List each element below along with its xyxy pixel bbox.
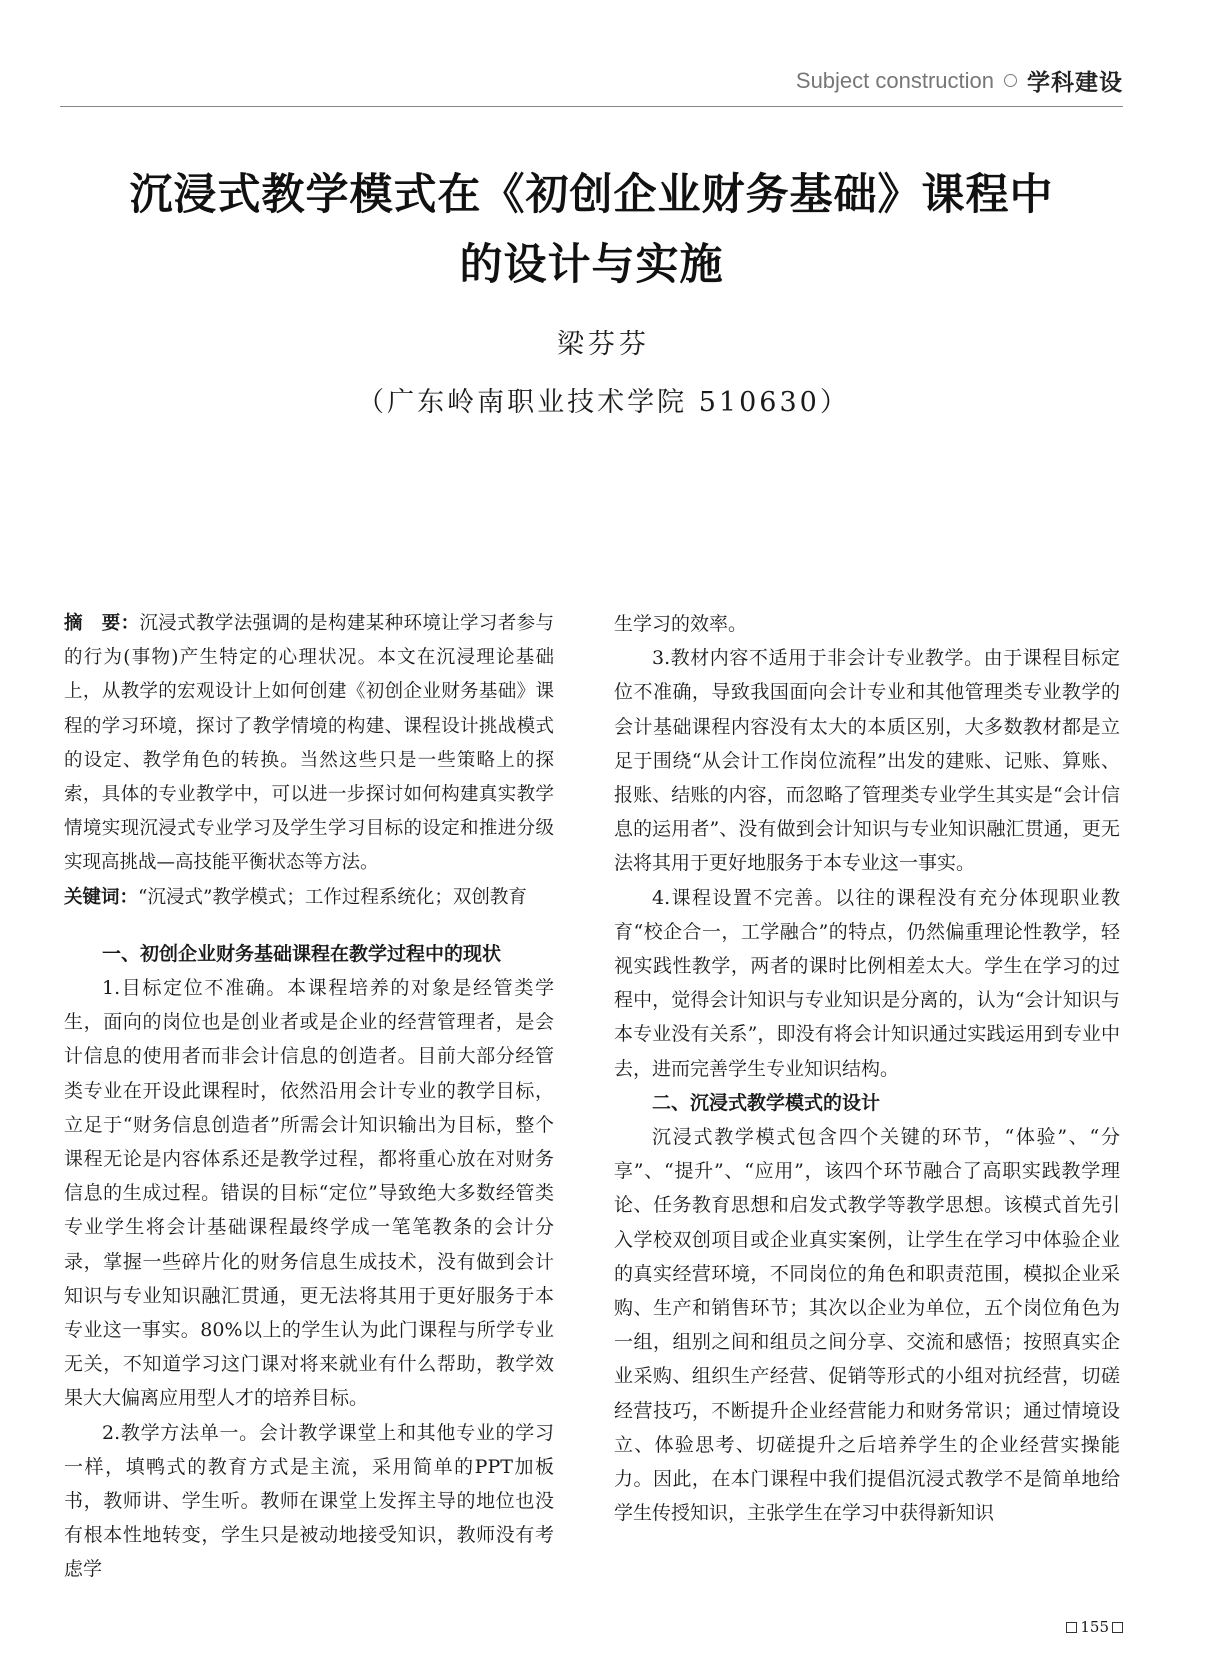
- page-number-text: 155: [1080, 1618, 1109, 1636]
- square-icon: [1066, 1622, 1077, 1633]
- body-paragraph-2: 2.教学方法单一。会计教学课堂上和其他专业的学习一样，填鸭式的教育方式是主流，采用简单的PPT加板书，教师讲、学生听。教师在课堂上发挥主导的地位也没有根本性地转变，学生只是被动地接受知识，教师没有考虑学: [64, 1421, 554, 1581]
- article-title: [60, 160, 1123, 300]
- keywords-text: “沉浸式”教学模式；工作过程系统化；双创教育: [138, 886, 527, 908]
- author-affiliation: （广东岭南职业技术学院 510630）: [357, 387, 850, 418]
- section-name-english: Subject construction: [795, 67, 994, 93]
- body-paragraph-3: 3.教材内容不适用于非会计专业教学。由于课程目标定位不准确，导致我国面向会计专业和其他管理类专业教学的会计基础课程内容没有太大的本质区别，大多数教材都是立足于围绕“从会计工作岗位流程”出发的建账、记账、算账、报账、结账的内容，而忽略了管理类专业学生其实是“会计信息的运用者”、没有做到会计知识与专业知识融汇贯通，更无法将其用于更好地服务于本专业这一事实。: [614, 647, 1120, 875]
- body-paragraph-2-continued: 生学习的效率。: [614, 613, 748, 635]
- section-label: [796, 64, 1123, 97]
- section-heading-2: 二、沉浸式教学模式的设计: [652, 1091, 881, 1114]
- circle-separator-icon: [1004, 74, 1017, 87]
- body-paragraph-5: 沉浸式教学模式包含四个关键的环节，“体验”、“分享”、“提升”、“应用”，该四个环节融合了高职实践教学理论、任务教育思想和启发式教学等教学思想。该模式首先引入学校双创项目或企业真实案例，让学生在学习中体验企业的真实经营环境，不同岗位的角色和职责范围，模拟企业采购、生产和销售环节；其次以企业为单位，五个岗位角色为一组，组别之间和组员之间分享、交流和感悟；按照真实企业采购、组织生产经营、促销等形式的小组对抗经营，切磋经营技巧，不断提升企业经营能力和财务常识；通过情境设立、体验思考、切磋提升之后培养学生的企业经营实操能力。因此，在本门课程中我们提倡沉浸式教学不是简单地给学生传授知识，主张学生在学习中获得新知识: [614, 1126, 1120, 1525]
- author-name: 梁芬芬: [557, 329, 650, 360]
- title-line-1: 沉浸式教学模式在《初创企业财务基础》课程中: [129, 170, 1054, 220]
- abstract-text: 沉浸式教学法强调的是构建某种环境让学习者参与的行为(事物)产生特定的心理状况。本文在沉浸理论基础上，从教学的宏观设计上如何创建《初创企业财务基础》课程的学习环境，探讨了教学情境的构建、课程设计挑战模式的设定、教学角色的转换。当然这些只是一些策略上的探索，具体的专业教学中，可以进一步探讨如何构建真实教学情境实现沉浸式专业学习及学生学习目标的设定和推进分级实现高挑战—高技能平衡状态等方法。: [64, 613, 554, 874]
- title-line-2: 的设计与实施: [459, 240, 724, 290]
- square-icon: [1112, 1622, 1123, 1633]
- keywords-label: 关键词：: [64, 886, 139, 908]
- left-column: [64, 607, 554, 1587]
- section-heading-1: 一、初创企业财务基础课程在教学过程中的现状: [102, 942, 502, 965]
- section-spacer: [64, 915, 554, 937]
- running-header: [60, 58, 1123, 107]
- body-paragraph-4: 4.课程设置不完善。以往的课程没有充分体现职业教育“校企合一，工学融合”的特点，仍然偏重理论性教学，轻视实践性教学，两者的课时比例相差太大。学生在学习的过程中，觉得会计知识与专业知识是分离的，认为“会计知识与本专业没有关系”，即没有将会计知识通过实践运用到专业中去，进而完善学生专业知识结构。: [614, 886, 1120, 1080]
- abstract-label: 摘 要：: [64, 613, 140, 634]
- page-number: [1066, 1618, 1123, 1636]
- abstract: [64, 607, 554, 881]
- body-paragraph-1: 1.目标定位不准确。本课程培养的对象是经管类学生，面向的岗位也是创业者或是企业的经营管理者，是会计信息的使用者而非会计信息的创造者。目前大部分经管类专业在开设此课程时，依然沿用会计专业的教学目标，立足于“财务信息创造者”所需会计知识输出为目标，整个课程无论是内容体系还是教学过程，都将重心放在对财务信息的生成过程。错误的目标“定位”导致绝大多数经管类专业学生将会计基础课程最终学成一笔笔教条的会计分录，掌握一些碎片化的财务信息生成技术，没有做到会计知识与专业知识融汇贯通，更无法将其用于更好服务于本专业这一事实。80%以上的学生认为此门课程与所学专业无关，不知道学习这门课对将来就业有什么帮助，教学效果大大偏离应用型人才的培养目标。: [64, 977, 554, 1410]
- section-name-chinese: 学科建设: [1027, 70, 1123, 96]
- right-column: [614, 607, 1120, 1530]
- keywords: [64, 881, 554, 915]
